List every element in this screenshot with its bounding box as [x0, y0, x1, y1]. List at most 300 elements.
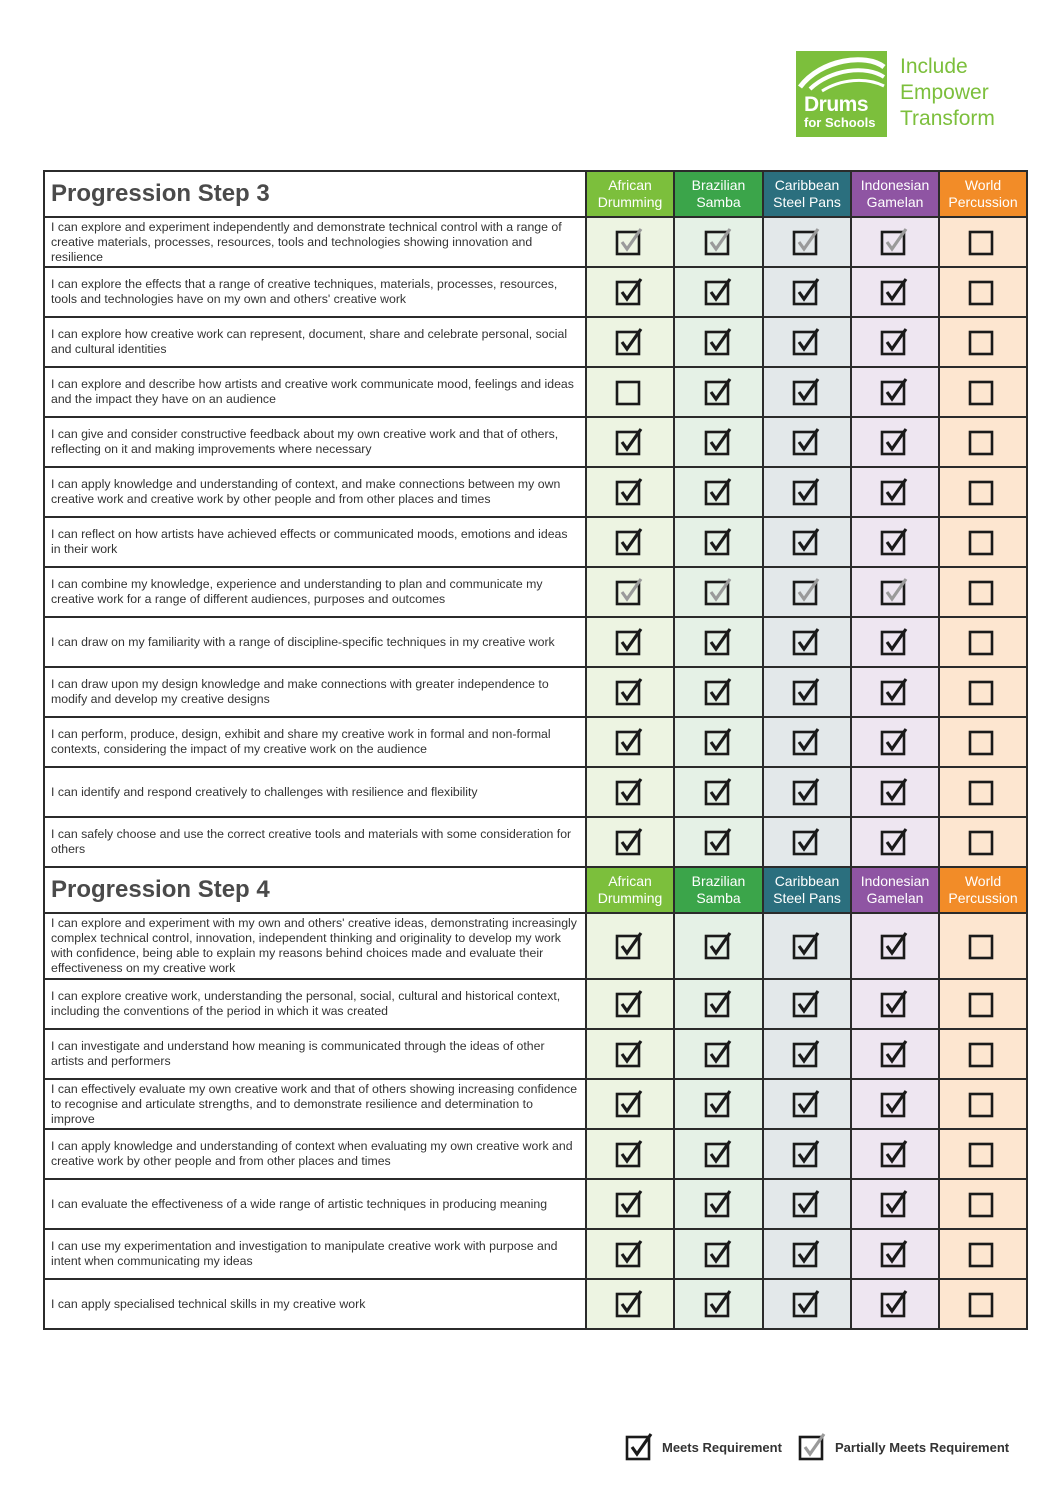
mark-cell	[763, 717, 851, 767]
mark-cell	[851, 913, 939, 979]
mark-cell	[586, 567, 674, 617]
mark-cell	[674, 367, 763, 417]
column-header-line2: Steel Pans	[773, 194, 841, 210]
statement-text: I can apply specialised technical skills in my creative work	[44, 1279, 586, 1329]
column-header-line1: Caribbean	[774, 177, 840, 193]
legend-meets	[624, 1430, 782, 1464]
column-header-line1: Indonesian	[860, 873, 930, 889]
check-icon	[614, 1138, 646, 1170]
mark-cell	[674, 913, 763, 979]
statement-text: I can explore and experiment independently and demonstrate technical control with a range of creative materials, processes, resources, tools and technologies showing innovation and resilience	[44, 217, 586, 267]
check-icon	[703, 276, 735, 308]
check-icon	[614, 526, 646, 558]
partial-check-icon	[703, 576, 735, 608]
check-icon	[703, 476, 735, 508]
mark-cell	[851, 567, 939, 617]
empty-checkbox-icon	[967, 476, 999, 508]
mark-cell	[763, 267, 851, 317]
check-icon	[791, 676, 823, 708]
check-icon	[879, 826, 911, 858]
mark-cell	[674, 1129, 763, 1179]
partial-check-icon	[879, 576, 911, 608]
partial-check-icon	[791, 576, 823, 608]
check-icon	[614, 326, 646, 358]
partial-check-icon	[614, 226, 646, 258]
statement-text: I can reflect on how artists have achieved effects or communicated moods, emotions and ideas in their work	[44, 517, 586, 567]
empty-checkbox-icon	[967, 676, 999, 708]
check-icon	[791, 826, 823, 858]
table-row	[44, 817, 1027, 867]
empty-checkbox-icon	[967, 226, 999, 258]
column-header-line2: Steel Pans	[773, 890, 841, 906]
check-icon	[791, 776, 823, 808]
partial-check-icon	[791, 226, 823, 258]
column-header	[851, 867, 939, 913]
mark-cell	[674, 1179, 763, 1229]
check-icon	[791, 1238, 823, 1270]
mark-cell	[674, 1229, 763, 1279]
mark-cell	[586, 467, 674, 517]
empty-checkbox-icon	[967, 726, 999, 758]
column-header-line1: Brazilian	[691, 177, 746, 193]
mark-cell	[851, 217, 939, 267]
column-header	[939, 867, 1027, 913]
empty-checkbox-icon	[967, 988, 999, 1020]
check-icon	[879, 676, 911, 708]
statement-text: I can explore the effects that a range of creative techniques, materials, processes, resources, tools and technologies have on my own and others' creative work	[44, 267, 586, 317]
table-row	[44, 1129, 1027, 1179]
mark-cell	[586, 417, 674, 467]
mark-cell	[939, 767, 1027, 817]
check-icon	[614, 476, 646, 508]
mark-cell	[851, 1279, 939, 1329]
section-header-row	[44, 867, 1027, 913]
column-header-line2: Samba	[696, 890, 741, 906]
mark-cell	[586, 1279, 674, 1329]
mark-cell	[851, 467, 939, 517]
mark-cell	[939, 1229, 1027, 1279]
mark-cell	[586, 367, 674, 417]
mark-cell	[586, 667, 674, 717]
column-header-line2: Percussion	[948, 890, 1018, 906]
partial-check-icon	[879, 226, 911, 258]
check-icon	[791, 1138, 823, 1170]
check-icon	[791, 988, 823, 1020]
column-header-line1: Caribbean	[774, 873, 840, 889]
legend-partial	[797, 1430, 1009, 1464]
legend-meets-label: Meets Requirement	[662, 1439, 782, 1455]
column-header-line2: Gamelan	[866, 890, 924, 906]
column-header-line1: African	[608, 873, 652, 889]
statement-text: I can effectively evaluate my own creative work and that of others showing increasing confidence to recognise and articulate strengths, and to demonstrate resilience and determination to improve	[44, 1079, 586, 1129]
statement-text: I can use my experimentation and investigation to manipulate creative work with purpose and intent when communicating my ideas	[44, 1229, 586, 1279]
check-icon	[703, 988, 735, 1020]
table-row	[44, 1079, 1027, 1129]
mark-cell	[763, 367, 851, 417]
mark-cell	[939, 1129, 1027, 1179]
tagline	[900, 54, 995, 132]
mark-cell	[851, 617, 939, 667]
mark-cell	[674, 467, 763, 517]
empty-checkbox-icon	[967, 1288, 999, 1320]
mark-cell	[939, 517, 1027, 567]
mark-cell	[586, 617, 674, 667]
mark-cell	[586, 317, 674, 367]
check-icon	[879, 1238, 911, 1270]
statement-text: I can apply knowledge and understanding of context, and make connections between my own creative work and creative work by other people and from other places and times	[44, 467, 586, 517]
mark-cell	[674, 567, 763, 617]
mark-cell	[763, 1079, 851, 1129]
check-icon	[791, 1288, 823, 1320]
table-row	[44, 267, 1027, 317]
empty-checkbox-icon	[967, 1238, 999, 1270]
column-header-line1: Brazilian	[691, 873, 746, 889]
mark-cell	[939, 467, 1027, 517]
mark-cell	[763, 1229, 851, 1279]
empty-checkbox-icon	[967, 626, 999, 658]
check-icon	[624, 1431, 656, 1463]
mark-cell	[851, 1079, 939, 1129]
check-icon	[791, 726, 823, 758]
statement-text: I can explore how creative work can represent, document, share and celebrate personal, social and cultural identities	[44, 317, 586, 367]
check-icon	[879, 1188, 911, 1220]
mark-cell	[674, 417, 763, 467]
check-icon	[614, 626, 646, 658]
table-row	[44, 979, 1027, 1029]
mark-cell	[939, 567, 1027, 617]
check-icon	[791, 1188, 823, 1220]
check-icon	[879, 626, 911, 658]
empty-checkbox-icon	[967, 826, 999, 858]
table-row	[44, 1279, 1027, 1329]
empty-checkbox-icon	[967, 576, 999, 608]
table-row	[44, 617, 1027, 667]
partial-check-icon	[703, 226, 735, 258]
mark-cell	[763, 767, 851, 817]
check-icon	[614, 930, 646, 962]
mark-cell	[586, 1079, 674, 1129]
statement-text: I can safely choose and use the correct creative tools and materials with some consideration for others	[44, 817, 586, 867]
progression-table-body	[44, 171, 1027, 1329]
mark-cell	[939, 317, 1027, 367]
check-icon	[879, 476, 911, 508]
section-title: Progression Step 4	[44, 867, 586, 913]
mark-cell	[763, 217, 851, 267]
partial-check-icon	[797, 1431, 829, 1463]
mark-cell	[851, 417, 939, 467]
statement-text: I can identify and respond creatively to challenges with resilience and flexibility	[44, 767, 586, 817]
check-icon	[791, 276, 823, 308]
check-icon	[879, 726, 911, 758]
mark-cell	[939, 367, 1027, 417]
mark-cell	[763, 1029, 851, 1079]
mark-cell	[763, 417, 851, 467]
column-header-line1: Indonesian	[860, 177, 930, 193]
mark-cell	[851, 717, 939, 767]
statement-text: I can draw on my familiarity with a range of discipline-specific techniques in my creative work	[44, 617, 586, 667]
check-icon	[879, 930, 911, 962]
mark-cell	[763, 913, 851, 979]
table-row	[44, 913, 1027, 979]
table-row	[44, 1179, 1027, 1229]
column-header-line2: Drumming	[597, 890, 663, 906]
check-icon	[703, 930, 735, 962]
empty-checkbox-icon	[614, 376, 646, 408]
check-icon	[703, 776, 735, 808]
check-icon	[614, 426, 646, 458]
check-icon	[879, 1038, 911, 1070]
mark-cell	[586, 767, 674, 817]
mark-cell	[939, 979, 1027, 1029]
statement-text: I can explore and experiment with my own and others' creative ideas, demonstrating increasingly complex technical control, innovation, independent thinking and originality to develop my work with confidence, being able to explain my reasons behind choices made and evaluate their effectiveness on my creative work	[44, 913, 586, 979]
empty-checkbox-icon	[967, 1088, 999, 1120]
table-row	[44, 317, 1027, 367]
mark-cell	[586, 517, 674, 567]
check-icon	[614, 1038, 646, 1070]
mark-cell	[674, 267, 763, 317]
logo-name: Drums	[804, 93, 869, 116]
column-header-line2: Drumming	[597, 194, 663, 210]
check-icon	[614, 1188, 646, 1220]
mark-cell	[674, 217, 763, 267]
statement-text: I can draw upon my design knowledge and make connections with greater independence to modify and develop my creative designs	[44, 667, 586, 717]
empty-checkbox-icon	[967, 526, 999, 558]
column-header	[763, 867, 851, 913]
check-icon	[791, 526, 823, 558]
statement-text: I can apply knowledge and understanding of context when evaluating my own creative work and creative work by other people and from other places and times	[44, 1129, 586, 1179]
statement-text: I can explore and describe how artists and creative work communicate mood, feelings and ideas and the impact they have on an audience	[44, 367, 586, 417]
column-header	[586, 171, 674, 217]
table-row	[44, 217, 1027, 267]
table-row	[44, 417, 1027, 467]
check-icon	[703, 426, 735, 458]
mark-cell	[851, 979, 939, 1029]
mark-cell	[939, 717, 1027, 767]
check-icon	[879, 1088, 911, 1120]
mark-cell	[674, 1279, 763, 1329]
mark-cell	[763, 979, 851, 1029]
check-icon	[703, 326, 735, 358]
mark-cell	[851, 1029, 939, 1079]
check-icon	[791, 476, 823, 508]
mark-cell	[851, 1179, 939, 1229]
mark-cell	[939, 217, 1027, 267]
statement-text: I can evaluate the effectiveness of a wide range of artistic techniques in producing meaning	[44, 1179, 586, 1229]
column-header	[763, 171, 851, 217]
check-icon	[879, 326, 911, 358]
check-icon	[791, 626, 823, 658]
mark-cell	[851, 667, 939, 717]
mark-cell	[586, 979, 674, 1029]
mark-cell	[763, 667, 851, 717]
column-header	[851, 171, 939, 217]
check-icon	[703, 1188, 735, 1220]
partial-check-icon	[614, 576, 646, 608]
check-icon	[703, 1288, 735, 1320]
mark-cell	[586, 1029, 674, 1079]
mark-cell	[674, 1079, 763, 1129]
check-icon	[703, 726, 735, 758]
check-icon	[791, 376, 823, 408]
mark-cell	[939, 1079, 1027, 1129]
column-header	[674, 171, 763, 217]
table-row	[44, 367, 1027, 417]
check-icon	[614, 726, 646, 758]
check-icon	[879, 376, 911, 408]
column-header	[586, 867, 674, 913]
table-row	[44, 767, 1027, 817]
mark-cell	[586, 913, 674, 979]
tagline-transform: Transform	[900, 107, 995, 130]
empty-checkbox-icon	[967, 1138, 999, 1170]
mark-cell	[763, 467, 851, 517]
table-row	[44, 567, 1027, 617]
mark-cell	[939, 667, 1027, 717]
empty-checkbox-icon	[967, 1038, 999, 1070]
column-header-line1: African	[608, 177, 652, 193]
mark-cell	[674, 617, 763, 667]
tagline-include: Include	[900, 55, 968, 78]
column-header-line2: Gamelan	[866, 194, 924, 210]
mark-cell	[939, 1029, 1027, 1079]
mark-cell	[763, 617, 851, 667]
legend-partial-label: Partially Meets Requirement	[835, 1439, 1010, 1455]
table-row	[44, 667, 1027, 717]
empty-checkbox-icon	[967, 426, 999, 458]
check-icon	[614, 826, 646, 858]
check-icon	[614, 1238, 646, 1270]
check-icon	[703, 526, 735, 558]
mark-cell	[674, 317, 763, 367]
table-row	[44, 467, 1027, 517]
check-icon	[703, 1138, 735, 1170]
column-header-line2: Samba	[696, 194, 741, 210]
tagline-empower: Empower	[900, 81, 989, 104]
table-row	[44, 1029, 1027, 1079]
mark-cell	[939, 267, 1027, 317]
mark-cell	[763, 517, 851, 567]
check-icon	[791, 1038, 823, 1070]
mark-cell	[586, 1129, 674, 1179]
mark-cell	[763, 317, 851, 367]
mark-cell	[851, 317, 939, 367]
mark-cell	[763, 567, 851, 617]
mark-cell	[851, 267, 939, 317]
column-header-line1: World	[964, 873, 1002, 889]
check-icon	[614, 676, 646, 708]
mark-cell	[763, 1129, 851, 1179]
mark-cell	[939, 1179, 1027, 1229]
mark-cell	[939, 417, 1027, 467]
mark-cell	[674, 667, 763, 717]
empty-checkbox-icon	[967, 326, 999, 358]
table-row	[44, 1229, 1027, 1279]
mark-cell	[851, 1129, 939, 1179]
mark-cell	[586, 1179, 674, 1229]
drums-for-schools-logo	[796, 51, 887, 137]
table-row	[44, 717, 1027, 767]
mark-cell	[586, 817, 674, 867]
empty-checkbox-icon	[967, 376, 999, 408]
check-icon	[791, 326, 823, 358]
check-icon	[703, 626, 735, 658]
check-icon	[703, 1038, 735, 1070]
mark-cell	[851, 517, 939, 567]
check-icon	[791, 930, 823, 962]
empty-checkbox-icon	[967, 930, 999, 962]
section-title: Progression Step 3	[44, 171, 586, 217]
empty-checkbox-icon	[967, 276, 999, 308]
mark-cell	[851, 817, 939, 867]
mark-cell	[674, 767, 763, 817]
column-header	[939, 171, 1027, 217]
statement-text: I can investigate and understand how meaning is communicated through the ideas of other artists and performers	[44, 1029, 586, 1079]
table-row	[44, 517, 1027, 567]
check-icon	[879, 1138, 911, 1170]
column-header-line1: World	[964, 177, 1002, 193]
mark-cell	[851, 367, 939, 417]
check-icon	[614, 276, 646, 308]
mark-cell	[674, 1029, 763, 1079]
logo-subname: for Schools	[804, 115, 876, 130]
mark-cell	[674, 979, 763, 1029]
check-icon	[879, 276, 911, 308]
mark-cell	[851, 767, 939, 817]
check-icon	[614, 1088, 646, 1120]
check-icon	[879, 426, 911, 458]
statement-text: I can perform, produce, design, exhibit and share my creative work in formal and non-formal contexts, considering the impact of my creative work on the audience	[44, 717, 586, 767]
empty-checkbox-icon	[967, 1188, 999, 1220]
check-icon	[614, 988, 646, 1020]
check-icon	[703, 376, 735, 408]
mark-cell	[763, 1179, 851, 1229]
mark-cell	[763, 817, 851, 867]
check-icon	[791, 426, 823, 458]
mark-cell	[674, 717, 763, 767]
statement-text: I can combine my knowledge, experience and understanding to plan and communicate my creative work for a range of different audiences, purposes and outcomes	[44, 567, 586, 617]
check-icon	[879, 526, 911, 558]
mark-cell	[674, 817, 763, 867]
check-icon	[791, 1088, 823, 1120]
statement-text: I can explore creative work, understanding the personal, social, cultural and historical context, including the conventions of the period in which it was created	[44, 979, 586, 1029]
mark-cell	[939, 817, 1027, 867]
check-icon	[703, 826, 735, 858]
statement-text: I can give and consider constructive feedback about my own creative work and that of others, reflecting on it and making improvements where necessary	[44, 417, 586, 467]
check-icon	[703, 1238, 735, 1270]
check-icon	[614, 1288, 646, 1320]
check-icon	[614, 776, 646, 808]
mark-cell	[763, 1279, 851, 1329]
check-icon	[703, 1088, 735, 1120]
check-icon	[879, 988, 911, 1020]
column-header	[674, 867, 763, 913]
mark-cell	[586, 717, 674, 767]
mark-cell	[674, 517, 763, 567]
mark-cell	[939, 1279, 1027, 1329]
mark-cell	[851, 1229, 939, 1279]
mark-cell	[939, 913, 1027, 979]
check-icon	[703, 676, 735, 708]
empty-checkbox-icon	[967, 776, 999, 808]
check-icon	[879, 1288, 911, 1320]
mark-cell	[586, 267, 674, 317]
mark-cell	[939, 617, 1027, 667]
progression-table	[43, 170, 1028, 1330]
column-header-line2: Percussion	[948, 194, 1018, 210]
section-header-row	[44, 171, 1027, 217]
mark-cell	[586, 1229, 674, 1279]
check-icon	[879, 776, 911, 808]
